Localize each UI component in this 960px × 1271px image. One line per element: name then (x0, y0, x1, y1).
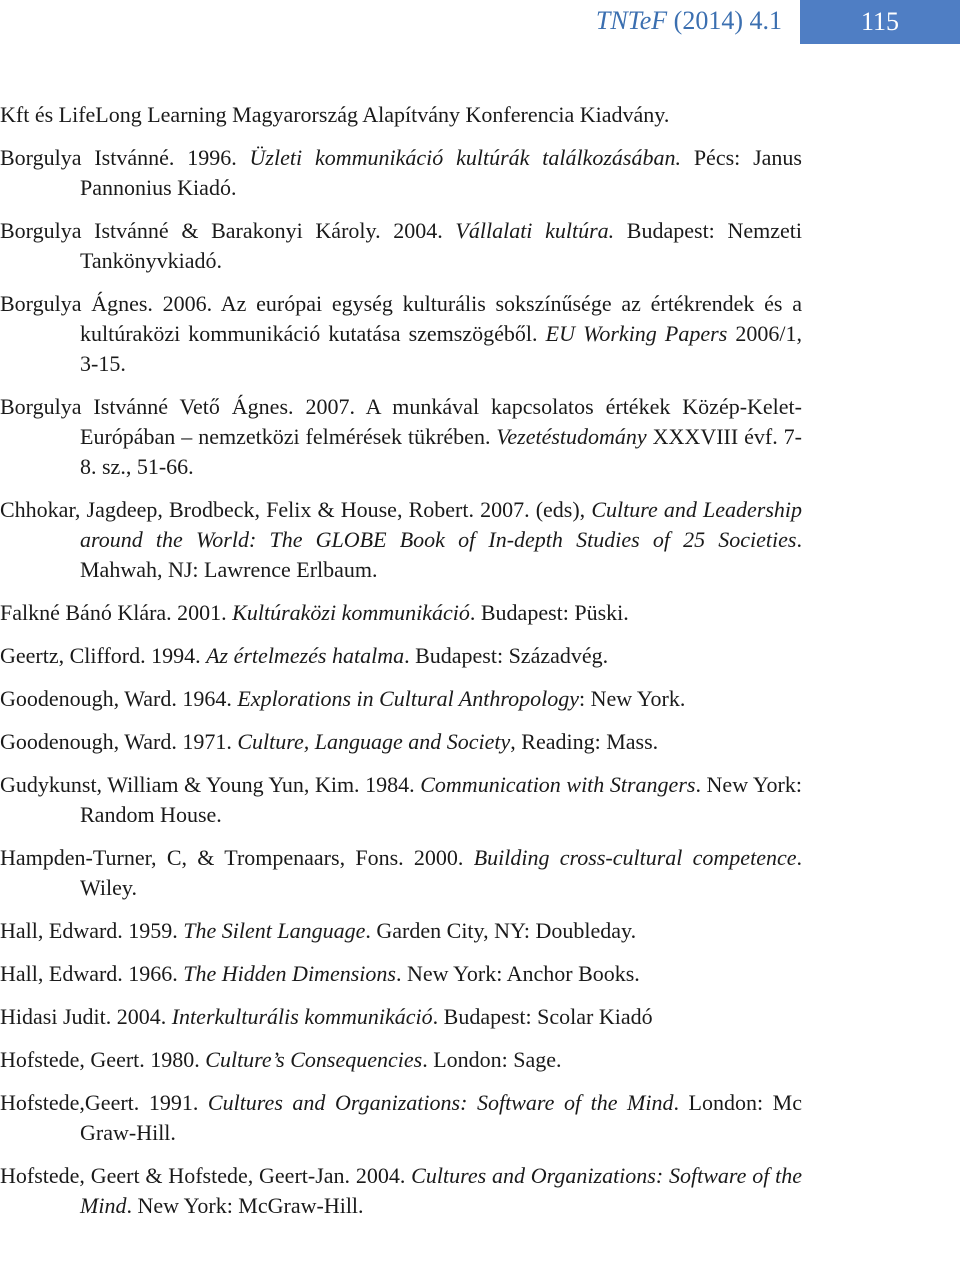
journal-issue: (2014) 4.1 (673, 6, 782, 35)
reference-title: Interkulturális kommunikáció (171, 1004, 433, 1029)
reference-text: Hidasi Judit. 2004. (0, 1004, 172, 1029)
page-number-box (800, 0, 960, 44)
reference-text: . London: Sage. (422, 1047, 562, 1072)
reference-text: Goodenough, Ward. 1964. (0, 686, 238, 711)
reference-text: . Budapest: Püski. (469, 600, 629, 625)
reference-entry (0, 1161, 802, 1221)
reference-entry (0, 392, 802, 482)
reference-text: Borgulya Istvánné & Barakonyi Károly. 2004. (0, 218, 456, 243)
reference-title: Culture’s Consequencies (205, 1047, 423, 1072)
reference-text: . Mahwah, NJ: Lawrence Erlbaum. (80, 527, 802, 582)
reference-entry (0, 1002, 802, 1032)
journal-name: TNTeF (595, 6, 668, 35)
reference-text: Hall, Edward. 1959. (0, 918, 184, 943)
reference-text: Chhokar, Jagdeep, Brodbeck, Felix & House, Robert. 2007. (eds), (0, 497, 592, 522)
reference-title: Culture and Leadership around the World: The GLOBE Book of In-depth Studies of 25 Societies (80, 497, 802, 552)
reference-title: Kultúraközi kommunikáció (232, 600, 470, 625)
reference-entry (0, 641, 802, 671)
reference-text: Borgulya Istvánné Vető Ágnes. 2007. A munkával kapcsolatos értékek Közép-Kelet-Európában – nemzetközi felmérések tükrében. (0, 394, 802, 449)
reference-entry (0, 598, 802, 628)
reference-title: Communication with Strangers (420, 772, 696, 797)
reference-text: 2006/1, 3-15. (80, 321, 802, 376)
reference-entry (0, 684, 802, 714)
reference-title: Explorations in Cultural Anthropology (237, 686, 579, 711)
reference-entry (0, 770, 802, 830)
reference-text: : New York. (578, 686, 686, 711)
reference-title: Culture, Language and Society (237, 729, 511, 754)
reference-title: Vezetéstudomány (496, 424, 647, 449)
reference-text: XXXVIII évf. 7-8. sz., 51-66. (80, 424, 802, 479)
reference-title: Az értelmezés hatalma (206, 643, 405, 668)
reference-title: EU Working Papers (545, 321, 728, 346)
reference-text: , Reading: Mass. (510, 729, 659, 754)
reference-entry (0, 495, 802, 585)
reference-list (0, 100, 802, 1234)
reference-entry (0, 1088, 802, 1148)
reference-text: Hofstede, Geert. 1980. (0, 1047, 206, 1072)
reference-text: . New York: McGraw-Hill. (126, 1193, 364, 1218)
reference-entry (0, 727, 802, 757)
reference-text: Borgulya Istvánné. 1996. (0, 145, 250, 170)
reference-text: . London: Mc Graw-Hill. (80, 1090, 802, 1145)
reference-entry (0, 216, 802, 276)
reference-text: Hall, Edward. 1966. (0, 961, 184, 986)
reference-text: Hampden-Turner, C, & Trompenaars, Fons. 2000. (0, 845, 474, 870)
reference-title: Vállalati kultúra. (455, 218, 615, 243)
reference-text: . Budapest: Századvég. (404, 643, 609, 668)
reference-entry (0, 959, 802, 989)
page-number: 115 (860, 7, 900, 36)
reference-title: The Silent Language (183, 918, 366, 943)
reference-text: Goodenough, Ward. 1971. (0, 729, 238, 754)
reference-text: Pécs: Janus Pannonius Kiadó. (80, 145, 802, 200)
page-header (0, 0, 960, 44)
reference-title: Cultures and Organizations: Software of the Mind (207, 1090, 674, 1115)
reference-text: Budapest: Nemzeti Tankönyvkiadó. (80, 218, 802, 273)
reference-text: . Budapest: Scolar Kiadó (432, 1004, 653, 1029)
reference-entry (0, 143, 802, 203)
reference-text: Falkné Bánó Klára. 2001. (0, 600, 233, 625)
reference-text: Hofstede, Geert & Hofstede, Geert-Jan. 2004. (0, 1163, 412, 1188)
reference-text: . New York: Random House. (80, 772, 802, 827)
reference-entry (0, 843, 802, 903)
reference-text: . Wiley. (80, 845, 802, 900)
reference-title: Cultures and Organizations: Software of the Mind (80, 1163, 802, 1218)
reference-entry (0, 916, 802, 946)
reference-text: . Garden City, NY: Doubleday. (365, 918, 637, 943)
reference-entry (0, 100, 802, 130)
running-head (596, 4, 782, 38)
reference-entry (0, 289, 802, 379)
reference-title: Building cross-cultural competence (473, 845, 797, 870)
reference-text: Gudykunst, William & Young Yun, Kim. 1984. (0, 772, 421, 797)
reference-text: Geertz, Clifford. 1994. (0, 643, 207, 668)
reference-title: Üzleti kommunikáció kultúrák találkozásában. (249, 145, 681, 170)
reference-text: Borgulya Ágnes. 2006. Az európai egység kulturális sokszínűsége az értékrendek és a kultúraközi kommunikáció kutatása szemszögéből. (0, 291, 802, 346)
reference-entry (0, 1045, 802, 1075)
reference-text: Hofstede,Geert. 1991. (0, 1090, 208, 1115)
reference-title: The Hidden Dimensions (183, 961, 396, 986)
reference-text: Kft és LifeLong Learning Magyarország Alapítvány Konferencia Kiadvány. (0, 102, 670, 127)
reference-text: . New York: Anchor Books. (395, 961, 640, 986)
